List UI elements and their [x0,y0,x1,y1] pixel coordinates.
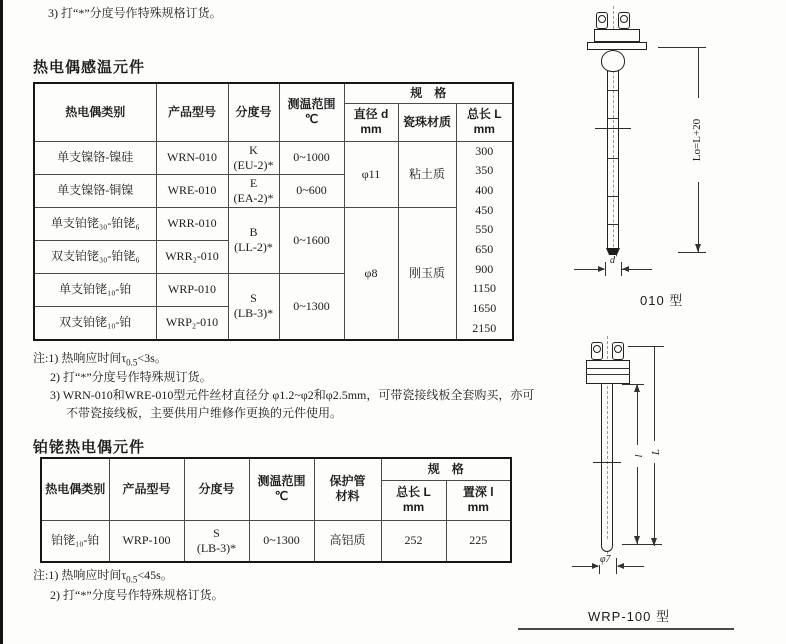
figure-010-drawing [570,6,740,316]
grad-letter: E [249,175,258,190]
tube-rounded-tip [601,540,613,552]
cell-model: WRP-100 [109,520,184,562]
table2-h-tube [314,458,381,520]
cell-total-length: 252 [381,520,446,562]
grad-old-code: (LB-3)* [233,306,274,321]
table1-note-3-line2: 不带瓷接线板，主要供用户维修作更换的元件使用。 [66,406,343,420]
figure-wrp100-drawing [570,336,750,636]
table1-h-bead: 瓷珠材质 [398,103,456,141]
rod-segment-line [607,196,619,197]
table2-h-range-line1: 测温范围 [257,474,306,489]
table2-h-range-line2: ℃ [274,489,289,504]
note-text: 注:1) 热响应时间τ [33,568,127,582]
note-text: <3s。 [137,351,167,365]
table1-h-range-line1: 测温范围 [287,97,336,112]
terminal-screw-right [618,12,630,29]
cell-model: WRP-010 [156,273,228,306]
table1-note-1 [33,349,167,367]
table1-h-diameter [344,103,398,141]
table2-h-length [381,480,446,520]
cell-range: 0~1000 [279,141,344,174]
cell-diameter-phi11: φ11 [344,141,398,207]
rod-segment-line [607,118,619,119]
table1-note-3-line1: 3) WRN-010和WRE-010型元件丝材直径分 φ1.2~φ2和φ2.5mm，可带瓷接线板全套购买，亦可 [50,388,535,402]
dim-extension-line [605,262,606,276]
dim-label-phi7: φ7 [600,554,611,565]
page-left-edge [0,0,3,644]
table1-header-row-spec [34,83,513,103]
screw-head [614,345,622,353]
grad-old-code: (EU-2)* [233,157,274,172]
cell-category: 单支镍铬-铜镍 [34,174,156,207]
length-value: 400 [475,182,494,197]
cell-grad [228,273,279,339]
note-text: <45s。 [137,568,173,582]
screw-head [620,15,628,23]
rod-segment-line [607,224,619,225]
length-value: 650 [475,242,494,257]
cell-category: 单支铂铑₁₀-铂 [34,273,156,306]
screw-head [593,345,601,353]
table2-h-depth-line2: mm [467,500,489,514]
dim-arrow-right [592,563,599,569]
dim-label-L: L [650,441,662,463]
page-bottom-rule [518,628,734,630]
table2-h-grad: 分度号 [184,458,249,520]
dim-arrow-down [695,244,701,252]
table2-h-tube-line2: 材料 [335,489,360,504]
terminal-screw-left [591,342,603,360]
grad-letter: S [250,291,257,306]
dim-tick-top [628,346,664,347]
table2-h-length-line2: mm [402,500,425,514]
dim-tick-bottom [622,544,662,545]
cell-category: 单支铂铑₃₀-铂铑₆ [34,207,156,240]
table1-h-range [279,83,344,141]
dim-label-l: l [633,445,645,467]
carryover-note: 3) 打“*”分度号作特殊规格订货。 [48,6,222,20]
table1-note-2: 2) 打“*”分度号作特殊规订货。 [50,370,212,384]
table2-header-row-spec [41,458,511,480]
rod-segment-line [607,158,619,159]
rod-support-line [595,128,631,129]
table2-h-range [249,458,314,520]
cell-grad [228,174,279,207]
table2-h-tube-line1: 保护管 [329,474,366,489]
cell-grad [228,207,279,273]
length-value: 1650 [472,301,497,316]
table1-h-category: 热电偶类别 [34,83,156,141]
dim-tick-head-bottom [622,384,644,385]
cell-tube-material: 高铝质 [314,520,381,562]
cell-category: 双支铂铑₃₀-铂铑₆ [34,240,156,273]
table1-h-range-line2: ℃ [304,112,319,127]
terminal-screw-right [612,342,624,360]
table2-h-depth [446,480,511,520]
screw-head [598,15,606,23]
table-row [34,207,513,240]
cell-model: WRR₂-010 [156,240,228,273]
cell-range: 0~1300 [279,273,344,339]
dim-arrow-up [634,384,640,392]
table-row [41,520,511,562]
length-value: 350 [475,163,494,178]
section2-title: 铂铑热电偶元件 [33,439,146,456]
note-subscript: 0.5 [126,574,138,585]
table1-h-length [456,103,513,141]
thermocouple-element-table [33,82,514,341]
length-value: 300 [475,143,494,158]
cell-model: WRP₂-010 [156,307,228,340]
grad-letter: K [249,142,258,157]
cell-range: 0~1600 [279,207,344,273]
table2-h-category: 热电偶类别 [41,458,109,520]
terminal-block [594,29,640,42]
grad-letter: S [213,525,220,540]
cell-category: 双支铂铑₁₀-铂 [34,307,156,340]
cell-grad [184,520,249,562]
table1-h-diameter-line1: 直径 d [353,107,389,121]
platinum-rhodium-table [40,457,512,563]
porcelain-bead [601,50,625,72]
cell-bead-clay: 粘土质 [398,141,456,207]
tube-support-line [593,462,621,463]
cell-model: WRR-010 [156,207,228,240]
figure2-caption: WRP-100 型 [588,609,670,624]
dim-arrow-down [634,536,640,544]
length-value: 450 [475,202,494,217]
cell-grad [228,141,279,174]
table1-h-spec-group: 规 格 [344,83,513,103]
grad-old-code: (LL-2)* [234,240,273,255]
table1-h-grad: 分度号 [228,83,279,141]
cell-diameter-phi8: φ8 [344,207,398,340]
dim-label-total-length: Lo=L+20 [691,98,703,182]
rod-segment-line [607,90,619,91]
figure1-caption: 010 型 [640,293,684,308]
cell-insert-depth: 225 [446,520,511,562]
table1-h-length-line2: mm [473,122,495,136]
cell-length-list [456,141,513,340]
grad-old-code: (LB-3)* [196,540,237,555]
table1-h-diameter-line2: mm [360,122,382,136]
terminal-screw-left [596,12,608,29]
dim-arrow-left [617,563,624,569]
length-value: 550 [475,222,494,237]
length-value: 900 [475,261,494,276]
head-joint-line [586,368,630,369]
cell-range: 0~600 [279,174,344,207]
cell-range: 0~1300 [249,520,314,562]
table2-h-spec-group: 规 格 [381,458,511,480]
dim-tick-bottom [678,252,706,253]
table1-h-model: 产品型号 [156,83,228,141]
mounting-plate [587,42,647,50]
table2-note-2: 2) 打“*”分度号作特殊规格订货。 [50,588,224,602]
cell-category: 单支镍铬-镍硅 [34,141,156,174]
cell-category: 铂铑₁₀-铂 [41,520,109,562]
dim-label-d: d [610,255,615,266]
note-subscript: 0.5 [126,357,138,368]
length-value: 2150 [472,320,497,335]
dim-arrow-left [622,266,629,272]
table2-h-length-line1: 总长 L [396,485,431,499]
grad-letter: B [249,225,258,240]
grad-old-code: (EA-2)* [233,190,274,205]
note-text: 注:1) 热响应时间τ [33,351,127,365]
cell-model: WRE-010 [156,174,228,207]
terminal-head [586,360,630,384]
protection-tube [601,384,613,542]
table2-h-model: 产品型号 [109,458,184,520]
table2-h-depth-line1: 置深 l [462,485,494,499]
head-joint-line [586,374,630,375]
cell-bead-corundum: 刚玉质 [398,207,456,340]
cell-model: WRN-010 [156,141,228,174]
section1-title: 热电偶感温元件 [33,59,146,76]
table1-h-length-line1: 总长 L [466,107,502,121]
table2-note-1 [33,566,173,584]
dim-arrow-right [598,266,605,272]
probe-rod [607,70,619,248]
table-row [34,141,513,174]
length-value: 1150 [472,281,497,296]
